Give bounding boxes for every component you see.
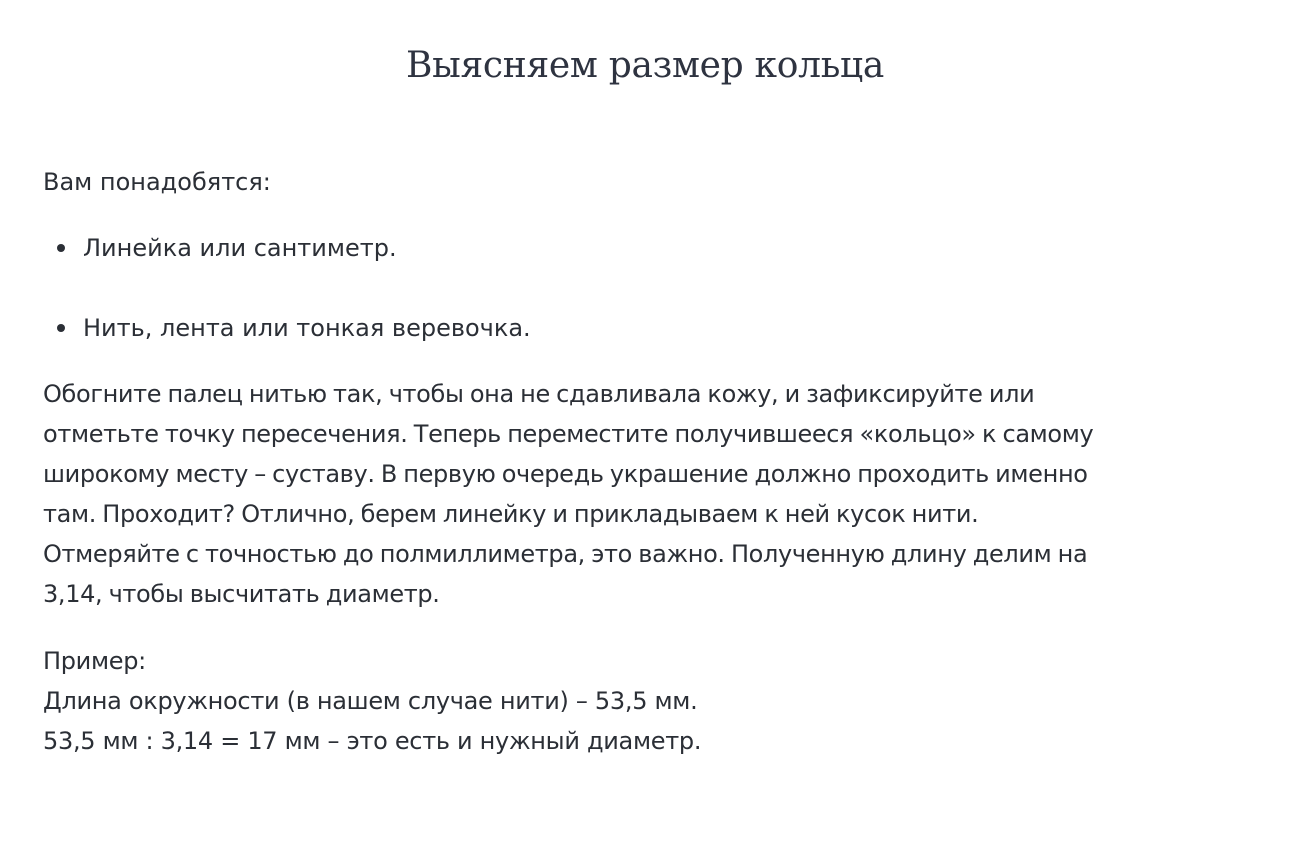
list-item	[43, 228, 531, 268]
example-label: Пример:	[43, 647, 146, 675]
list-item-label: Линейка или сантиметр.	[83, 234, 397, 262]
paragraph-line: Отмеряйте с точностью до полмиллиметра, это важно. Полученную длину делим на	[43, 540, 1088, 568]
paragraph-line: отметьте точку пересечения. Теперь переместите получившееся «кольцо» к самому	[43, 420, 1094, 448]
bullet-icon	[57, 324, 65, 332]
supplies-list	[43, 228, 531, 388]
example-line: 53,5 мм : 3,14 = 17 мм – это есть и нужный диаметр.	[43, 727, 702, 755]
example-line: Длина окружности (в нашем случае нити) – 53,5 мм.	[43, 687, 698, 715]
paragraph-line: Обогните палец нитью так, чтобы она не сдавливала кожу, и зафиксируйте или	[43, 380, 1035, 408]
list-item	[43, 308, 531, 348]
paragraph-line: 3,14, чтобы высчитать диаметр.	[43, 580, 440, 608]
list-item-label: Нить, лента или тонкая веревочка.	[83, 314, 531, 342]
intro-text: Вам понадобятся:	[43, 168, 271, 196]
instructions-paragraph	[43, 374, 1263, 614]
example-block	[43, 641, 701, 761]
page-title: Выясняем размер кольца	[405, 45, 885, 86]
paragraph-line: широкому месту – суставу. В первую очередь украшение должно проходить именно	[43, 460, 1088, 488]
paragraph-line: там. Проходит? Отлично, берем линейку и прикладываем к ней кусок нити.	[43, 500, 979, 528]
bullet-icon	[57, 244, 65, 252]
